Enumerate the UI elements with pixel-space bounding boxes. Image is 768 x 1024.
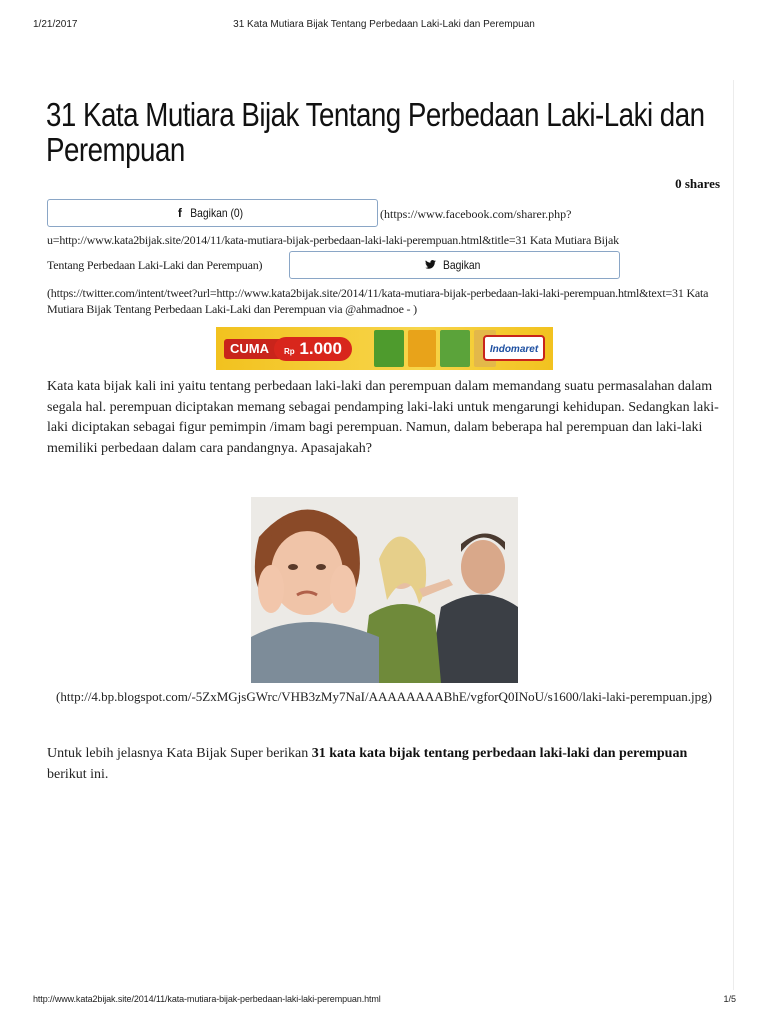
twitter-icon	[425, 258, 436, 272]
closing-paragraph-text: Untuk lebih jelasnya Kata Bijak Super berikan	[47, 746, 312, 761]
ad-price	[274, 337, 352, 361]
twitter-share-button[interactable]	[289, 251, 620, 279]
advertisement-banner[interactable]	[216, 327, 553, 370]
facebook-share-url-cont: u=http://www.kata2bijak.site/2014/11/kata-mutiara-bijak-perbedaan-laki-laki-perempuan.html&title=31 Kata Mutiara Bijak	[47, 233, 619, 247]
print-page-title: 31 Kata Mutiara Bijak Tentang Perbedaan Laki-Laki dan Perempuan	[233, 19, 535, 30]
ad-product-image	[440, 330, 470, 367]
closing-paragraph-end: berikut ini.	[47, 766, 109, 782]
closing-paragraph-bold: 31 kata kata bijak tentang perbedaan laki-laki dan perempuan	[311, 746, 688, 761]
ad-brand-logo: Indomaret	[483, 335, 545, 361]
facebook-share-button[interactable]	[47, 199, 378, 227]
article-title: 31 Kata Mutiara Bijak Tentang Perbedaan Laki-Laki dan Perempuan	[46, 96, 705, 168]
page-divider	[733, 80, 734, 990]
ad-cuma-label: CUMA	[224, 339, 300, 359]
facebook-share-url: (https://www.facebook.com/sharer.php?	[380, 207, 572, 221]
article-photo[interactable]	[251, 497, 518, 683]
facebook-share-url-end: Tentang Perbedaan Laki-Laki dan Perempuan)	[47, 258, 263, 272]
print-footer-url: http://www.kata2bijak.site/2014/11/kata-mutiara-bijak-perbedaan-laki-laki-perempuan.html	[33, 994, 381, 1004]
print-date: 1/21/2017	[33, 19, 78, 30]
intro-paragraph: Kata kata bijak kali ini yaitu tentang perbedaan laki-laki dan perempuan dalam memandang suatu permasalahan dalam segala hal. perempuan diciptakan memang sebagai pendamping laki-laki untuk mengarungi kehidupan. Sedangkan laki-laki diciptakan sebagai figur pemimpin /imam bagi perempuan. Namun, dalam beberapa hal perempuan dan laki-laki memiliki perbedaan dalam cara pandangnya. Apasajakah?	[47, 379, 719, 456]
share-count: 0 shares	[675, 176, 720, 191]
twitter-share-url: (https://twitter.com/intent/tweet?url=http://www.kata2bijak.site/2014/11/kata-mutiara-bijak-perbedaan-laki-laki-perempuan.html&text=31 Kata Mutiara Bijak Tentang Perbedaan Laki-Laki dan Perempuan via @ahmadnoe - )	[47, 286, 709, 316]
page-number: 1/5	[723, 994, 736, 1004]
ad-product-image	[374, 330, 404, 367]
ad-currency: Rp	[284, 347, 295, 356]
ad-price-value: 1.000	[299, 339, 342, 358]
closing-paragraph	[47, 744, 727, 785]
facebook-icon: f	[177, 206, 182, 220]
facebook-share-label: Bagikan (0)	[190, 206, 243, 220]
image-caption-link[interactable]: (http://4.bp.blogspot.com/-5ZxMGjsGWrc/VHB3zMy7NaI/AAAAAAAABhE/vgforQ0INoU/s1600/laki-laki-perempuan.jpg)	[56, 689, 712, 704]
article-photo-illustration	[251, 497, 518, 683]
twitter-share-label: Bagikan	[443, 258, 481, 272]
ad-product-image	[408, 330, 436, 367]
